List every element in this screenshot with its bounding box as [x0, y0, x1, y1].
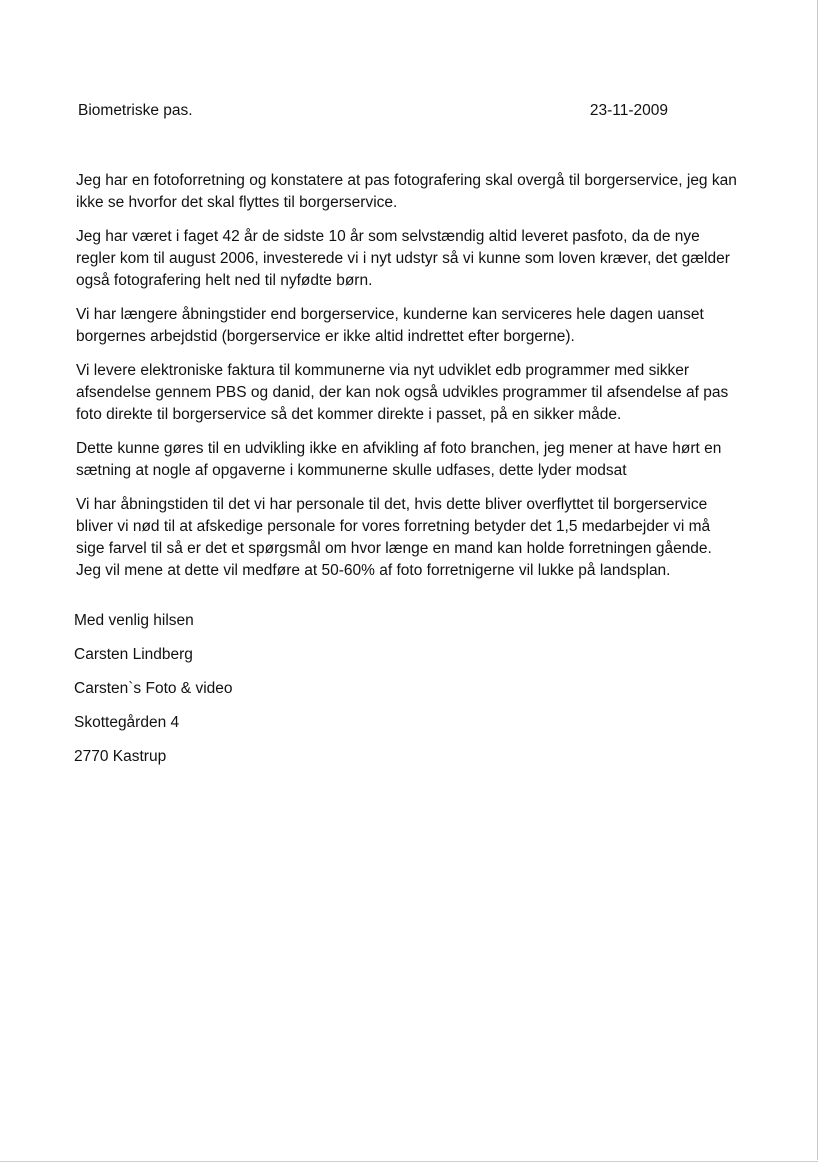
paragraph-6: Vi har åbningstiden til det vi har personale til det, hvis dette bliver overflyttet til borgerservice bliver vi nød til at afskedige personale for vores forretning betyder det 1,5 medarbejder vi må sige farvel til så er det et spørgsmål om hvor længe en mand kan holde forretningen gående. Jeg vil mene at dette vil medføre at 50-60% af foto forretnigerne vil lukke på landsplan. [76, 496, 712, 579]
company-name: Carsten`s Foto & video [74, 680, 233, 697]
scan-edge-right [817, 0, 818, 1160]
letter-body [76, 170, 740, 594]
paragraph-5: Dette kunne gøres til en udvikling ikke en afvikling af foto branchen, jeg mener at have hørt en sætning at nogle af opgaverne i kommunerne skulle udfases, dette lyder modsat [76, 440, 722, 479]
paragraph-1: Jeg har en fotoforretning og konstatere at pas fotografering skal overgå til borgerservice, jeg kan ikke se hvorfor det skal flyttes til borgerservice. [76, 172, 737, 211]
letter-subject: Biometriske pas. [78, 102, 193, 119]
paragraph-4: Vi levere elektroniske faktura til kommunerne via nyt udviklet edb programmer med sikker afsendelse gennem PBS og danid, der kan nok også udvikles programmer til afsendelse af pas foto direkte til borgerservice så det kommer direkte i passet, på en sikker måde. [76, 362, 729, 423]
street-address: Skottegården 4 [74, 714, 180, 731]
letter-header [78, 100, 668, 124]
letter-date: 23-11-2009 [589, 102, 668, 119]
closing-line: Med venlig hilsen [74, 612, 194, 629]
signature-block [74, 610, 474, 780]
postal-city: 2770 Kastrup [74, 748, 167, 765]
paragraph-3: Vi har længere åbningstider end borgerservice, kunderne kan serviceres hele dagen uanset borgernes arbejdstid (borgerservice er ikke altid indrettet efter borgerne). [76, 306, 704, 345]
paragraph-2: Jeg har været i faget 42 år de sidste 10 år som selvstændig altid leveret pasfoto, da de nye regler kom til august 2006, investerede vi i nyt udstyr så vi kunne som loven kræver, det gælder også fotografering helt ned til nyfødte børn. [76, 228, 730, 289]
scan-edge-bottom [0, 1161, 818, 1162]
sender-name: Carsten Lindberg [74, 646, 193, 663]
